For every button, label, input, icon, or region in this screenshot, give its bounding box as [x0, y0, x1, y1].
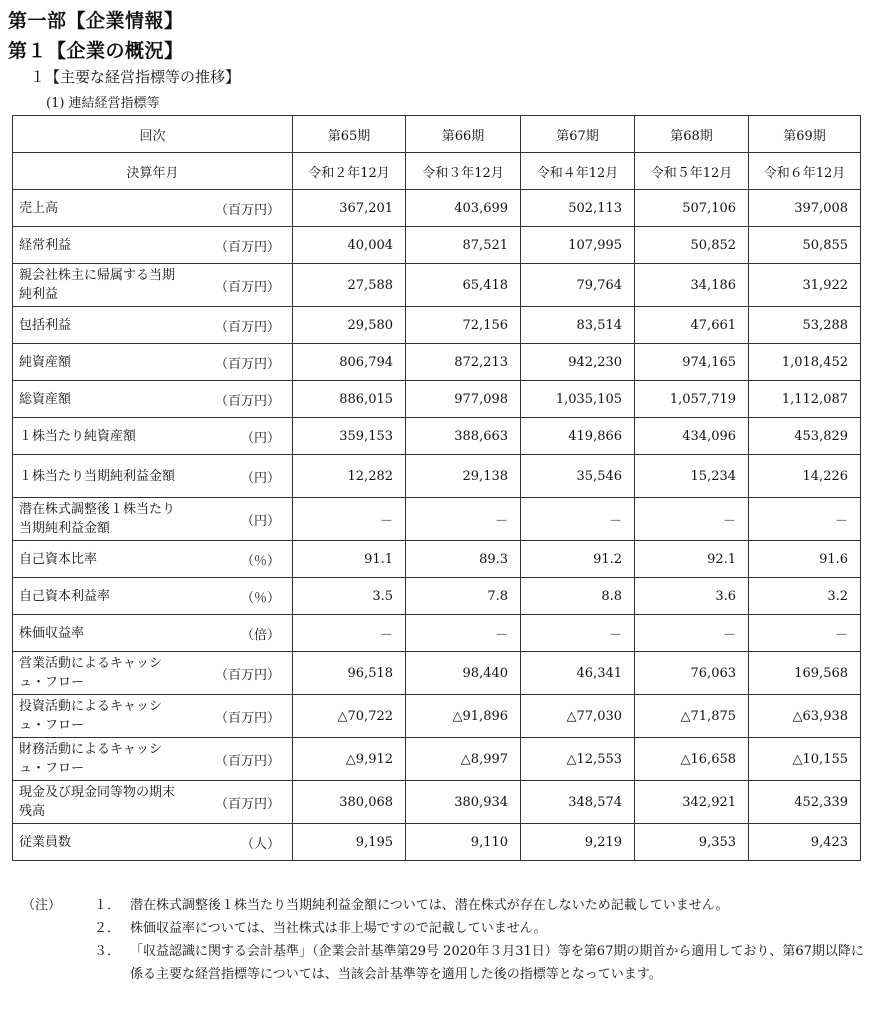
table-cell: 388,663 — [406, 418, 521, 455]
table-cell: － — [635, 498, 749, 541]
date-header-label: 決算年月 — [13, 153, 293, 190]
table-cell: 72,156 — [406, 307, 521, 344]
table-cell: 79,764 — [521, 264, 635, 307]
table-cell: － — [293, 498, 406, 541]
footnote-index: １． — [94, 898, 121, 913]
table-cell: 87,521 — [406, 227, 521, 264]
table-cell: 50,855 — [749, 227, 861, 264]
table-cell: 83,514 — [521, 307, 635, 344]
table-row — [13, 824, 861, 861]
row-label: 親会社株主に帰属する当期純利益 — [13, 264, 193, 307]
table-cell: 3.6 — [635, 578, 749, 615]
row-unit: （％） — [193, 578, 293, 615]
row-label: 純資産額 — [13, 344, 193, 381]
table-cell: 9,353 — [635, 824, 749, 861]
table-cell: 9,110 — [406, 824, 521, 861]
table-cell: 974,165 — [635, 344, 749, 381]
table-cell: 3.5 — [293, 578, 406, 615]
row-label: １株当たり当期純利益金額 — [13, 455, 193, 498]
table-cell: 47,661 — [635, 307, 749, 344]
footnote-index: ３． — [94, 944, 121, 959]
table-cell: 29,580 — [293, 307, 406, 344]
table-cell: 3.2 — [749, 578, 861, 615]
row-unit: （百万円） — [193, 344, 293, 381]
date-header-row — [13, 153, 861, 190]
table-cell: 348,574 — [521, 781, 635, 824]
table-cell: 76,063 — [635, 652, 749, 695]
consolidated-indicators-table — [12, 115, 861, 861]
table-cell: 53,288 — [749, 307, 861, 344]
row-label: 自己資本比率 — [13, 541, 193, 578]
table-cell: 397,008 — [749, 190, 861, 227]
footnote-text: 株価収益率については、当社株式は非上場ですので記載していません。 — [130, 921, 547, 936]
footnote-label: （注） — [22, 898, 62, 913]
table-row — [13, 381, 861, 418]
table-cell: 40,004 — [293, 227, 406, 264]
date-header: 令和２年12月 — [293, 153, 406, 190]
period-header-row — [13, 116, 861, 153]
footnote-item — [22, 894, 869, 917]
row-unit: （百万円） — [193, 738, 293, 781]
table-cell: 977,098 — [406, 381, 521, 418]
table-cell: △63,938 — [749, 695, 861, 738]
table-cell: 29,138 — [406, 455, 521, 498]
row-unit: （円） — [193, 418, 293, 455]
table-cell: △70,722 — [293, 695, 406, 738]
row-unit: （百万円） — [193, 307, 293, 344]
table-cell: △91,896 — [406, 695, 521, 738]
table-row — [13, 781, 861, 824]
table-cell: 342,921 — [635, 781, 749, 824]
table-row — [13, 541, 861, 578]
table-row — [13, 227, 861, 264]
row-label: 売上高 — [13, 190, 193, 227]
table-cell: 14,226 — [749, 455, 861, 498]
table-cell: △8,997 — [406, 738, 521, 781]
table-cell: 91.2 — [521, 541, 635, 578]
table-cell: 380,934 — [406, 781, 521, 824]
section-heading: １【主要な経営指標等の推移】 — [30, 68, 241, 86]
table-row — [13, 695, 861, 738]
date-header: 令和４年12月 — [521, 153, 635, 190]
period-header-label: 回次 — [13, 116, 293, 153]
table-cell: 12,282 — [293, 455, 406, 498]
row-label: 営業活動によるキャッシュ・フロー — [13, 652, 193, 695]
table-row — [13, 455, 861, 498]
table-cell: 942,230 — [521, 344, 635, 381]
period-header: 第68期 — [635, 116, 749, 153]
footnote-text: 潜在株式調整後１株当たり当期純利益金額については、潜在株式が存在しないため記載していません。 — [130, 898, 729, 913]
table-cell: 34,186 — [635, 264, 749, 307]
row-label: 現金及び現金同等物の期末残高 — [13, 781, 193, 824]
period-header: 第67期 — [521, 116, 635, 153]
table-cell: 89.3 — [406, 541, 521, 578]
table-row — [13, 190, 861, 227]
row-unit: （円） — [193, 498, 293, 541]
row-unit: （百万円） — [193, 264, 293, 307]
footnote-item — [22, 917, 869, 940]
table-cell: 98,440 — [406, 652, 521, 695]
table-row — [13, 344, 861, 381]
table-cell: 434,096 — [635, 418, 749, 455]
table-cell: － — [521, 498, 635, 541]
table-cell: － — [749, 615, 861, 652]
table-cell: 35,546 — [521, 455, 635, 498]
table-cell: 502,113 — [521, 190, 635, 227]
date-header: 令和６年12月 — [749, 153, 861, 190]
row-label: 包括利益 — [13, 307, 193, 344]
table-cell: 9,423 — [749, 824, 861, 861]
table-cell: 107,995 — [521, 227, 635, 264]
row-unit: （％） — [193, 541, 293, 578]
footnotes — [22, 894, 869, 986]
row-label: 財務活動によるキャッシュ・フロー — [13, 738, 193, 781]
table-cell: △12,553 — [521, 738, 635, 781]
row-unit: （百万円） — [193, 781, 293, 824]
date-header: 令和５年12月 — [635, 153, 749, 190]
table-cell: 452,339 — [749, 781, 861, 824]
table-cell: 886,015 — [293, 381, 406, 418]
table-cell: 872,213 — [406, 344, 521, 381]
row-label: 投資活動によるキャッシュ・フロー — [13, 695, 193, 738]
table-cell: 806,794 — [293, 344, 406, 381]
period-header: 第69期 — [749, 116, 861, 153]
row-unit: （百万円） — [193, 695, 293, 738]
row-label: 株価収益率 — [13, 615, 193, 652]
table-cell: 50,852 — [635, 227, 749, 264]
subsection-heading: (1) 連結経営指標等 — [46, 96, 160, 111]
row-label: 従業員数 — [13, 824, 193, 861]
chapter-heading: 第１【企業の概況】 — [8, 40, 184, 62]
row-label: 自己資本利益率 — [13, 578, 193, 615]
table-cell: 367,201 — [293, 190, 406, 227]
table-row — [13, 652, 861, 695]
table-cell: 9,195 — [293, 824, 406, 861]
table-cell: △77,030 — [521, 695, 635, 738]
table-cell: 96,518 — [293, 652, 406, 695]
table-cell: 15,234 — [635, 455, 749, 498]
footnote-index: ２． — [94, 921, 121, 936]
row-unit: （百万円） — [193, 652, 293, 695]
table-cell: △10,155 — [749, 738, 861, 781]
table-cell: △71,875 — [635, 695, 749, 738]
table-cell: 31,922 — [749, 264, 861, 307]
row-label: 総資産額 — [13, 381, 193, 418]
table-cell: － — [293, 615, 406, 652]
table-cell: 27,588 — [293, 264, 406, 307]
table-cell: 91.1 — [293, 541, 406, 578]
table-cell: 65,418 — [406, 264, 521, 307]
table-row — [13, 418, 861, 455]
row-unit: （百万円） — [193, 190, 293, 227]
table-cell: － — [406, 615, 521, 652]
table-cell: － — [406, 498, 521, 541]
row-label: 潜在株式調整後１株当たり当期純利益金額 — [13, 498, 193, 541]
table-cell: 507,106 — [635, 190, 749, 227]
table-cell: 7.8 — [406, 578, 521, 615]
table-row — [13, 498, 861, 541]
table-cell: － — [749, 498, 861, 541]
period-header: 第66期 — [406, 116, 521, 153]
table-row — [13, 264, 861, 307]
row-unit: （人） — [193, 824, 293, 861]
table-row — [13, 738, 861, 781]
table-cell: △16,658 — [635, 738, 749, 781]
table-cell: 8.8 — [521, 578, 635, 615]
table-cell: － — [521, 615, 635, 652]
table-cell: 1,112,087 — [749, 381, 861, 418]
footnote-text: 「収益認識に関する会計基準」（企業会計基準第29号 2020年３月31日）等を第67期の期首から適用しており、第67期以降に係る主要な経営指標等については、当該会計基準等を適用した後の指標等となっています。 — [130, 944, 864, 982]
part-heading: 第一部【企業情報】 — [8, 10, 184, 32]
table-cell: 359,153 — [293, 418, 406, 455]
table-cell: 92.1 — [635, 541, 749, 578]
row-label: １株当たり純資産額 — [13, 418, 193, 455]
table-cell: △9,912 — [293, 738, 406, 781]
row-unit: （百万円） — [193, 381, 293, 418]
table-cell: 453,829 — [749, 418, 861, 455]
table-cell: － — [635, 615, 749, 652]
row-unit: （倍） — [193, 615, 293, 652]
row-unit: （円） — [193, 455, 293, 498]
table-cell: 46,341 — [521, 652, 635, 695]
table-row — [13, 615, 861, 652]
table-row — [13, 307, 861, 344]
table-row — [13, 578, 861, 615]
date-header: 令和３年12月 — [406, 153, 521, 190]
table-cell: 1,018,452 — [749, 344, 861, 381]
table-cell: 1,057,719 — [635, 381, 749, 418]
table-cell: 169,568 — [749, 652, 861, 695]
table-cell: 1,035,105 — [521, 381, 635, 418]
period-header: 第65期 — [293, 116, 406, 153]
table-cell: 91.6 — [749, 541, 861, 578]
row-unit: （百万円） — [193, 227, 293, 264]
table-cell: 419,866 — [521, 418, 635, 455]
row-label: 経常利益 — [13, 227, 193, 264]
table-cell: 380,068 — [293, 781, 406, 824]
table-cell: 403,699 — [406, 190, 521, 227]
table-cell: 9,219 — [521, 824, 635, 861]
footnote-item — [22, 940, 869, 986]
